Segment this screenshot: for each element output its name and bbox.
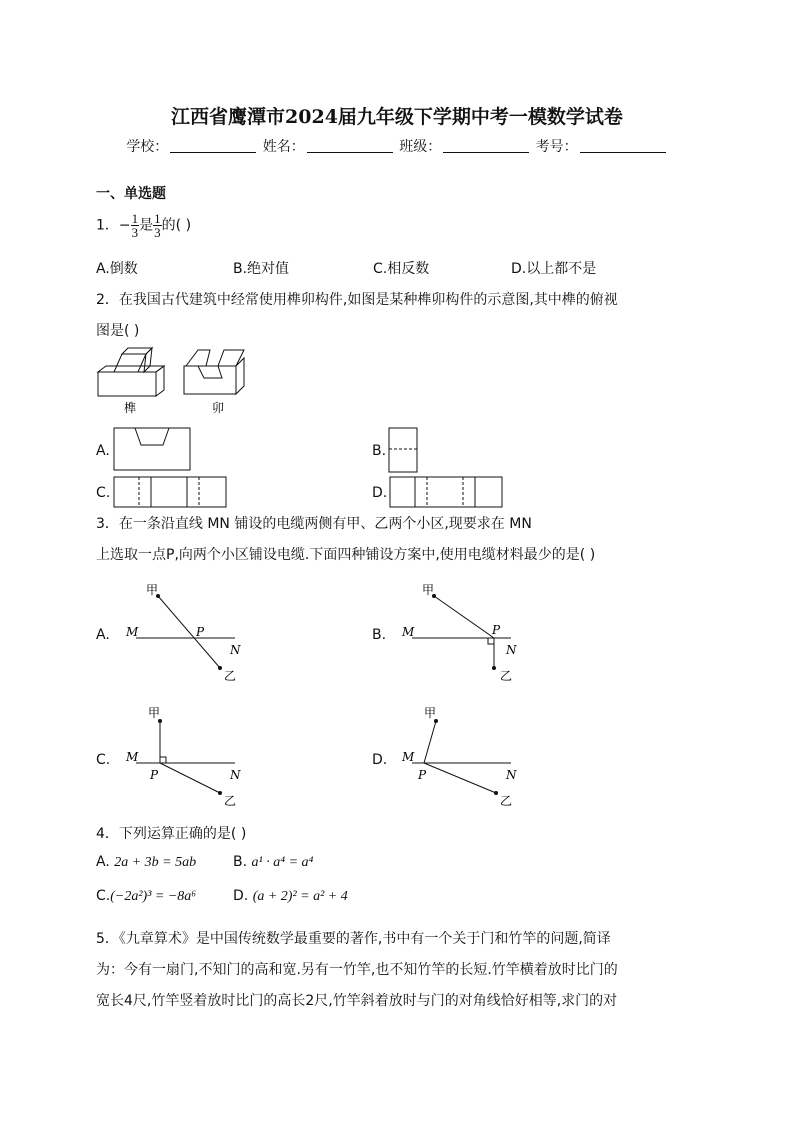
mortise-label: 卯: [212, 401, 225, 415]
q3-option-a-label[interactable]: A.: [96, 627, 110, 643]
q3-option-d-figure[interactable]: [396, 705, 526, 809]
q2-option-d-label[interactable]: D.: [372, 485, 388, 501]
svg-text:甲: 甲: [148, 706, 161, 720]
question-text: 是: [139, 217, 154, 234]
svg-text:P: P: [196, 625, 205, 639]
q3-option-a-figure[interactable]: [120, 582, 250, 682]
svg-text:N: N: [506, 643, 517, 657]
q2-option-c-figure[interactable]: [113, 476, 229, 510]
svg-text:P: P: [150, 768, 159, 782]
question-5-line-2: 为：今有一扇门,不知门的高和宽.另有一竹竿,也不知竹竿的长短.竹竿横着放时比门的: [96, 962, 618, 978]
svg-text:乙: 乙: [500, 669, 513, 683]
q4-option-a[interactable]: A. 2a + 3b = 5ab: [96, 854, 197, 870]
question-5-line-3: 宽长4尺,竹竿竖着放时比门的高长2尺,竹竿斜着放时与门的对角线恰好相等,求门的对: [96, 993, 618, 1009]
svg-text:N: N: [230, 768, 241, 782]
svg-text:M: M: [402, 750, 415, 764]
q4-option-c[interactable]: C.(−2a²)³ = −8a⁶: [96, 888, 197, 904]
q2-option-d-figure[interactable]: [389, 476, 505, 510]
name-label: 姓名：: [262, 139, 305, 155]
page-title: 江西省鹰潭市2024届九年级下学期中考一模数学试卷: [171, 106, 623, 128]
q3-option-c-label[interactable]: C.: [96, 752, 111, 768]
school-blank[interactable]: [170, 138, 256, 153]
question-1: [96, 212, 191, 239]
question-4-stem: 4．下列运算正确的是( ): [96, 826, 247, 842]
question-2-line-2: 图是( ): [96, 323, 140, 339]
svg-text:乙: 乙: [500, 794, 513, 808]
svg-text:甲: 甲: [422, 583, 435, 597]
q3-option-d-label[interactable]: D.: [372, 752, 388, 768]
q4-option-d[interactable]: D. (a + 2)² = a² + 4: [233, 888, 348, 904]
fraction-one-third-2: $\frac{1}{3}$: [154, 211, 161, 240]
school-label: 学校：: [126, 139, 169, 155]
tenon-label: 榫: [124, 401, 137, 415]
q1-option-c[interactable]: C.相反数: [373, 261, 430, 277]
class-label: 班级：: [399, 139, 442, 155]
fraction-one-third: $\frac{1}{3}$: [131, 211, 139, 240]
q1-option-d[interactable]: D.以上都不是: [511, 261, 597, 277]
svg-text:甲: 甲: [424, 706, 437, 720]
svg-text:M: M: [126, 750, 139, 764]
exam-number-label: 考号：: [535, 139, 578, 155]
svg-text:P: P: [418, 768, 427, 782]
svg-text:N: N: [506, 768, 517, 782]
tenon-mortise-figure: [94, 346, 264, 418]
q1-option-b[interactable]: B.绝对值: [233, 261, 290, 277]
svg-text:M: M: [402, 625, 415, 639]
class-blank[interactable]: [443, 138, 529, 153]
q2-option-a-figure[interactable]: [113, 427, 193, 473]
q2-option-b-figure[interactable]: [388, 427, 420, 475]
question-number: 1．: [96, 217, 119, 234]
svg-text:甲: 甲: [146, 583, 159, 597]
section-heading: 一、单选题: [96, 186, 166, 202]
question-text-end: 的( ): [161, 217, 192, 234]
q1-option-a[interactable]: A.倒数: [96, 261, 138, 277]
svg-text:M: M: [126, 625, 139, 639]
svg-text:乙: 乙: [224, 669, 237, 682]
q2-option-b-label[interactable]: B.: [372, 443, 387, 459]
svg-text:乙: 乙: [224, 794, 237, 808]
student-info-line: [0, 136, 794, 156]
question-2-line-1: 2．在我国古代建筑中经常使用榫卯构件,如图是某种榫卯构件的示意图,其中榫的俯视: [96, 292, 618, 308]
svg-text:P: P: [492, 623, 501, 637]
minus-sign: −: [118, 217, 131, 234]
question-3-line-1: 3．在一条沿直线 MN 铺设的电缆两侧有甲、乙两个小区,现要求在 MN: [96, 516, 532, 532]
q3-option-b-figure[interactable]: [396, 582, 526, 684]
q2-option-a-label[interactable]: A.: [96, 443, 110, 459]
q2-option-c-label[interactable]: C.: [96, 485, 111, 501]
q3-option-c-figure[interactable]: [120, 705, 250, 809]
question-3-line-2: 上选取一点P,向两个小区铺设电缆.下面四种铺设方案中,使用电缆材料最少的是( ): [96, 547, 596, 563]
svg-text:N: N: [230, 643, 241, 657]
q4-option-b[interactable]: B. a¹ · a⁴ = a⁴: [233, 854, 314, 870]
question-5-line-1: 5．《九章算术》是中国传统数学最重要的著作,书中有一个关于门和竹竿的问题,简译: [96, 931, 611, 947]
exam-number-blank[interactable]: [580, 138, 666, 153]
q3-option-b-label[interactable]: B.: [372, 627, 387, 643]
name-blank[interactable]: [307, 138, 393, 153]
